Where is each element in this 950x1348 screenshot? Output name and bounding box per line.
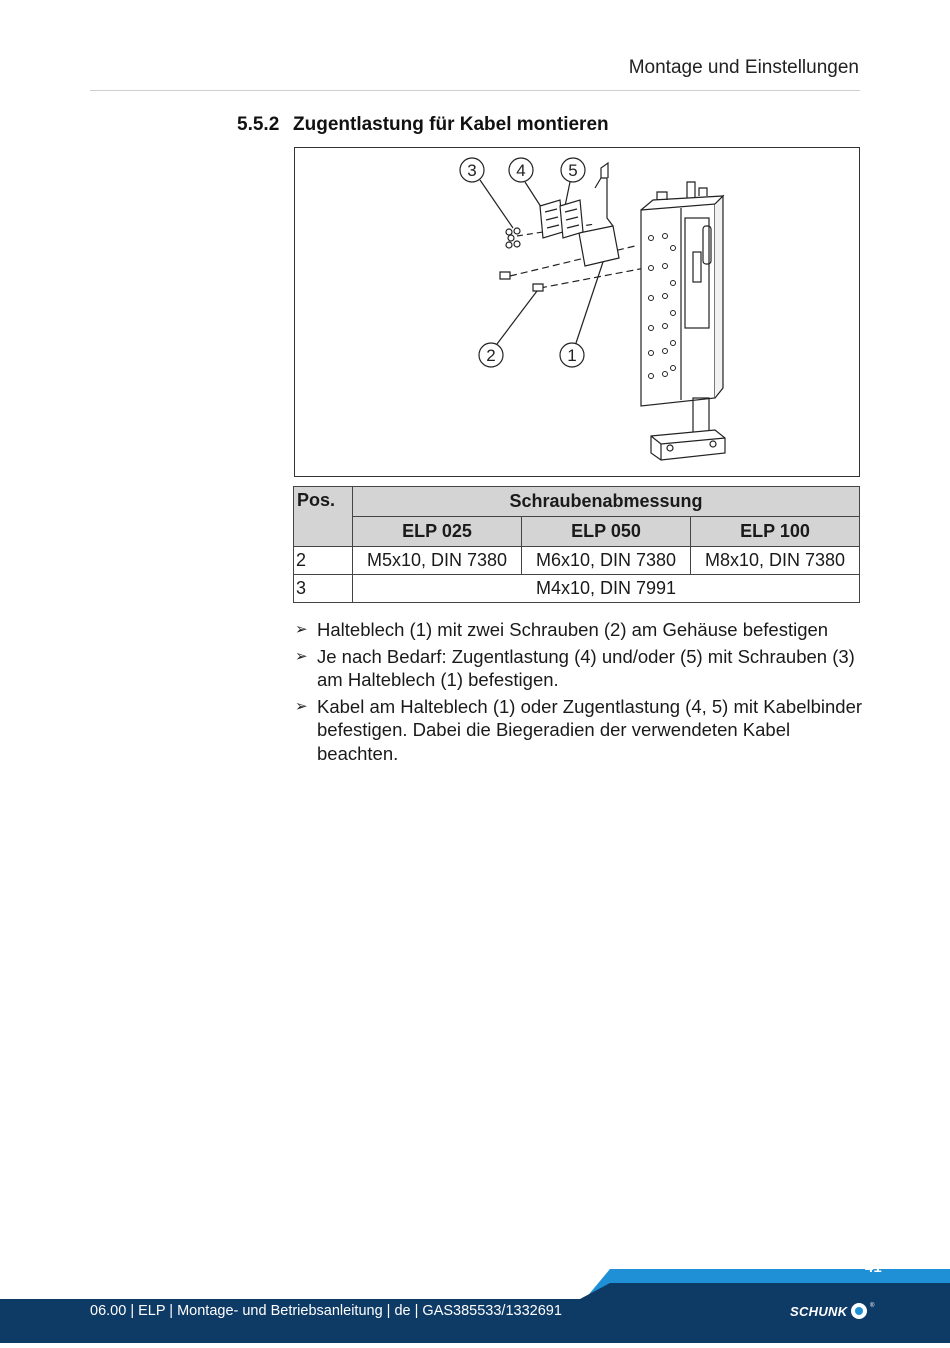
schunk-logo (790, 1300, 875, 1322)
callout-label-3: 3 (467, 161, 477, 180)
arrow-bullet-icon: ➢ (295, 621, 308, 638)
section-heading (237, 114, 609, 136)
row-pos: 3 (294, 575, 353, 603)
assembly-figure (294, 147, 860, 477)
row-pos: 2 (294, 547, 353, 575)
svg-text:®: ® (870, 1303, 875, 1309)
table-row (294, 547, 860, 575)
callout-label-2: 2 (486, 346, 496, 365)
section-title: Zugentlastung für Kabel montieren (293, 114, 609, 135)
page-header-title: Montage und Einstellungen (628, 57, 859, 78)
pos-header: Pos. (294, 487, 353, 547)
list-item-text: Kabel am Halteblech (1) oder Zugentlastung (4, 5) mit Kabelbinder befestigen. Dabei die Biegeradien der verwendeten Kabel beachten. (317, 695, 863, 764)
column-header-elp050: ELP 050 (522, 517, 691, 547)
arrow-bullet-icon: ➢ (295, 697, 308, 715)
section-number: 5.5.2 (237, 114, 280, 135)
table-cell: M8x10, DIN 7380 (691, 547, 860, 575)
schunk-logo-icon (849, 1300, 875, 1322)
footer-document-info: 06.00 | ELP | Montage- und Betriebsanleitung | de | GAS385533/1332691 (90, 1303, 562, 1319)
table-row (294, 575, 860, 603)
arrow-bullet-icon: ➢ (295, 647, 308, 665)
screw-size-header: Schraubenabmessung (353, 487, 860, 517)
list-item (294, 618, 864, 642)
callout-label-4: 4 (516, 161, 526, 180)
instruction-list (294, 618, 864, 768)
list-item (294, 645, 864, 692)
logo-text: SCHUNK (790, 1303, 848, 1319)
column-header-elp100: ELP 100 (691, 517, 860, 547)
screw-size-table (293, 486, 860, 603)
column-header-elp025: ELP 025 (353, 517, 522, 547)
list-item-text: Je nach Bedarf: Zugentlastung (4) und/oder (5) mit Schrauben (3) am Halteblech (1) befestigen. (317, 645, 855, 690)
table-cell: M6x10, DIN 7380 (522, 547, 691, 575)
table-cell: M5x10, DIN 7380 (353, 547, 522, 575)
table-cell: M4x10, DIN 7991 (353, 575, 860, 603)
callout-label-1: 1 (567, 346, 577, 365)
page-number: 41 (865, 1259, 882, 1276)
list-item (294, 695, 864, 766)
assembly-drawing (295, 148, 859, 476)
list-item-text: Halteblech (1) mit zwei Schrauben (2) am Gehäuse befestigen (317, 619, 829, 640)
header-divider (90, 90, 860, 91)
callout-label-5: 5 (568, 161, 578, 180)
